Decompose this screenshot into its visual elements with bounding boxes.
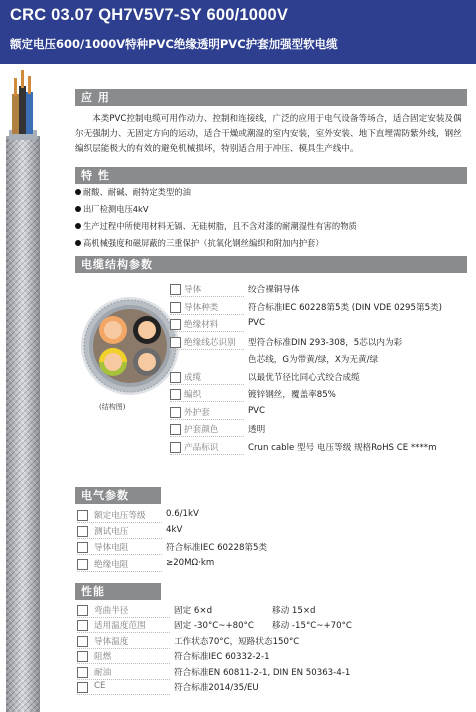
row-divider xyxy=(170,349,244,350)
braid-icon xyxy=(170,389,181,400)
cross-section-diagram xyxy=(80,296,180,396)
row-divider xyxy=(77,679,170,680)
bullet-icon xyxy=(75,223,81,229)
row-label: 产品标识 xyxy=(184,442,219,453)
section-heading-application: 应 用 xyxy=(75,89,467,106)
row-label: 绝缘电阻 xyxy=(94,559,129,570)
application-text: 本类PVC控制电缆可用作动力、控制和连接线，广泛的应用于电气设备等场合，适合固定安装及偶尔无强制力、无固定方向的运动，适合干燥或潮湿的室内安装，室外安装、地下直埋需防紫外线，钢丝编织层能极大的有效的避免机械损坏，特别适合用于冲压、模具生产线中。 xyxy=(75,114,462,154)
row-divider xyxy=(170,401,244,402)
stranding-icon xyxy=(170,372,181,383)
section-heading-performance: 性能 xyxy=(75,583,161,600)
row-value: ≥20MΩ·km xyxy=(166,557,215,568)
row-value: 固定 -30°C~+80°C xyxy=(174,621,254,632)
page-title: CRC 03.07 QH7V5V7-SY 600/1000V xyxy=(10,6,289,24)
page-subtitle: 额定电压600/1000V特种PVC绝缘透明PVC护套加强型软电缆 xyxy=(10,37,338,51)
outer-sheath-icon xyxy=(170,407,181,418)
row-value: 透明 xyxy=(248,425,266,435)
row-divider xyxy=(170,296,244,297)
row-value-secondary: 移动 -15°C~+70°C xyxy=(272,621,352,632)
row-value: 符合标准2014/35/EU xyxy=(174,683,259,693)
sheath-color-icon xyxy=(170,424,181,435)
conductor-type-icon xyxy=(170,302,181,313)
feature-item: 耐酸、耐碱、耐特定类型的油 xyxy=(75,186,191,198)
row-divider xyxy=(77,538,162,539)
page-header xyxy=(0,0,476,64)
row-value: 符合标准EN 60811-2-1, DIN EN 50363-4-1 xyxy=(174,667,351,678)
row-value: 0.6/1kV xyxy=(166,509,199,519)
row-value: PVC xyxy=(248,405,266,416)
row-divider xyxy=(77,632,170,633)
row-divider xyxy=(77,694,170,695)
bend-radius-icon xyxy=(77,605,88,616)
row-value: 4kV xyxy=(166,525,183,536)
row-value: PVC xyxy=(248,318,266,328)
row-divider xyxy=(77,617,170,618)
row-label: 导体电阻 xyxy=(94,543,129,554)
row-label: 导体 xyxy=(184,285,202,295)
conductor-temperature-icon xyxy=(77,636,88,647)
row-label: 阻燃 xyxy=(94,652,112,663)
row-divider xyxy=(170,331,244,332)
feature-item: 出厂检测电压4kV xyxy=(75,203,149,215)
row-value: 以最优节径比同心式绞合成缆 xyxy=(248,372,360,383)
row-label: 成缆 xyxy=(184,372,202,383)
row-label: 绝缘材料 xyxy=(184,320,219,330)
row-label: 耐油 xyxy=(94,667,112,678)
row-value: 符合标准IEC 60228第5类 xyxy=(166,543,268,554)
row-value-secondary: 移动 15×d xyxy=(272,606,316,616)
section-heading-features: 特 性 xyxy=(75,167,467,184)
row-label: 外护套 xyxy=(184,407,210,418)
product-marking-icon xyxy=(170,442,181,453)
row-value: 符合标准IEC 60332-2-1 xyxy=(174,652,270,663)
row-value: 符合标准IEC 60228第5类 (DIN VDE 0295第5类) xyxy=(248,302,442,313)
row-label: CE xyxy=(94,681,106,691)
feature-item: 高机械强度和磁屏蔽的三重保护（抗氧化钢丝编织和附加内护套） xyxy=(75,237,324,249)
row-label: 测试电压 xyxy=(94,527,129,538)
row-label: 绝缘线芯识别 xyxy=(184,337,236,348)
bullet-icon xyxy=(75,206,81,212)
row-divider xyxy=(77,554,162,555)
row-divider xyxy=(170,454,244,455)
feature-item: 生产过程中所使用材料无镉、无硅树脂，且不含对漆的耐潮湿性有害的物质 xyxy=(75,220,357,232)
row-label: 导体种类 xyxy=(184,302,219,313)
row-divider xyxy=(170,314,244,315)
row-value: 色芯线，G为带黄/绿，X为无黄/绿 xyxy=(248,355,379,365)
row-divider xyxy=(77,571,162,572)
test-voltage-icon xyxy=(77,526,88,537)
section-heading-structure: 电缆结构参数 xyxy=(75,256,467,273)
conductor-resistance-icon xyxy=(77,542,88,553)
row-divider xyxy=(77,663,170,664)
row-value: 镀锌钢丝，覆盖率85% xyxy=(248,390,336,400)
row-value: 固定 6×d xyxy=(174,606,213,616)
core-identification-icon xyxy=(170,337,181,348)
bullet-icon xyxy=(75,240,81,246)
rated-voltage-icon xyxy=(77,510,88,521)
insulation-resistance-icon xyxy=(77,559,88,570)
row-label: 导体温度 xyxy=(94,636,129,647)
cable-photo xyxy=(0,64,66,712)
row-divider xyxy=(170,419,244,420)
temperature-range-icon xyxy=(77,620,88,631)
section-heading-electrical: 电气参数 xyxy=(75,487,161,504)
row-divider xyxy=(77,522,162,523)
row-value: 工作状态70°C，短路状态150°C xyxy=(174,636,300,647)
row-label: 额定电压等级 xyxy=(94,511,146,521)
bullet-icon xyxy=(75,189,81,195)
row-divider xyxy=(170,436,244,437)
row-label: 编织 xyxy=(184,390,202,400)
row-value: 绞合裸铜导体 xyxy=(248,285,300,295)
row-divider xyxy=(77,648,170,649)
insulation-material-icon xyxy=(170,319,181,330)
ce-icon xyxy=(77,682,88,693)
oil-resistance-icon xyxy=(77,667,88,678)
conductor-icon xyxy=(170,284,181,295)
row-label: 弯曲半径 xyxy=(94,606,129,616)
row-label: 适用温度范围 xyxy=(94,621,146,632)
row-value: 型符合标准DIN 293-308，5芯以内为彩 xyxy=(248,337,403,348)
row-label: 护套颜色 xyxy=(184,425,219,435)
row-value: Crun cable 型号 电压等级 规格RoHS CE ****m xyxy=(248,442,437,453)
diagram-label: (结构图) xyxy=(99,403,126,411)
flame-retardant-icon xyxy=(77,651,88,662)
row-divider xyxy=(170,384,244,385)
